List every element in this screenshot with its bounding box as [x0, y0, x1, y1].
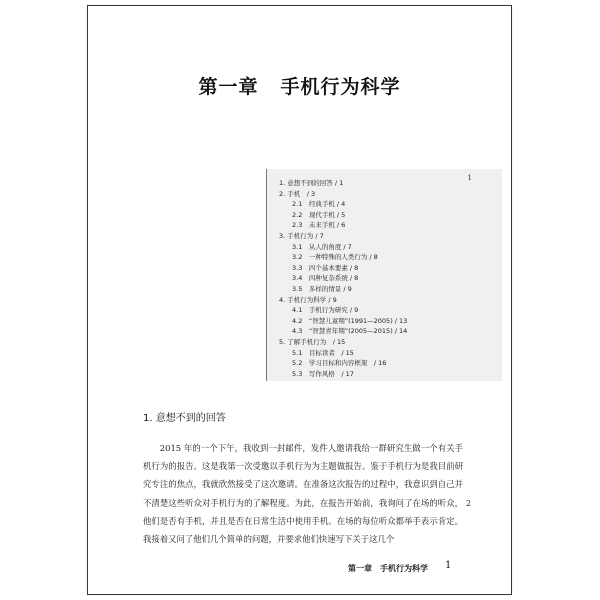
toc-item: 2.1 经典手机 / 4: [292, 200, 346, 209]
toc-item: 3. 手机行为 / 7: [279, 231, 324, 240]
book-page: [87, 5, 512, 595]
body-text: [143, 439, 463, 548]
page-number: 1: [445, 560, 452, 571]
toc-item: 5.2 学习目标和内容框架 / 16: [292, 359, 387, 368]
toc-item: 4.1 手机行为研究 / 9: [292, 306, 359, 315]
toc-item: 3.5 多样的情景 / 9: [292, 284, 352, 293]
toc-item: 5.1 目标读者 / 15: [292, 348, 354, 357]
toc-item: 4. 手机行为科学 / 9: [279, 295, 337, 304]
toc-item: 3.2 一种特殊的人类行为 / 8: [292, 253, 378, 262]
toc-item: 2.2 现代手机 / 5: [292, 210, 346, 219]
toc-item: 2. 手机 / 3: [279, 189, 316, 198]
section-heading: 1. 意想不到的回答: [143, 413, 226, 424]
chapter-title: [88, 72, 511, 99]
toc-item: 2.3 未来手机 / 6: [292, 221, 346, 230]
toc-item: 1. 意想不到的回答 / 1: [279, 179, 344, 187]
toc-item: 4.3 “智慧青年期”(2005—2015) / 14: [292, 327, 408, 336]
toc-item: 3.4 四种复杂系统 / 8: [292, 274, 359, 283]
toc-item: 4.2 “智慧儿童期”(1991—2005) / 13: [292, 316, 408, 325]
body-paragraph: 2015 年的一个下午，我收到一封邮件，发件人邀请我给一群研究生做一个有关手机行为的报告。这是我第一次受邀以手机行为为主题做报告。鉴于手机行为是我目前研究专注的焦点，我就欣然接受了这次邀请。在准备这次报告的过程中，我意识到自己并不清楚这些听众对手机行为的了解程度。为此，在报告开始前，我询问了在场的听众，他们是否有手机，并且是否在日常生活中使用手机。在场的每位听众都举手表示肯定。我接着又问了他们几个简单的问题，并要求他们快速写下关于这几个: [143, 443, 463, 545]
toc-item: 5. 了解手机行为 / 15: [279, 337, 346, 346]
chapter-title-text: 手机行为科学: [280, 76, 401, 98]
chapter-contents-box: [266, 169, 502, 381]
toc-list: [279, 178, 407, 379]
toc-item: 3.3 四个基本要素 / 8: [292, 263, 359, 272]
toc-item: 5.3 写作风格 / 17: [292, 369, 354, 378]
margin-number: 2: [466, 499, 472, 508]
toc-item: 3.1 从人的角度 / 7: [292, 242, 352, 251]
toc-page-marker: 1: [467, 174, 472, 182]
running-footer: 第一章 手机行为科学: [348, 564, 428, 573]
chapter-number-label: 第一章: [198, 76, 259, 98]
